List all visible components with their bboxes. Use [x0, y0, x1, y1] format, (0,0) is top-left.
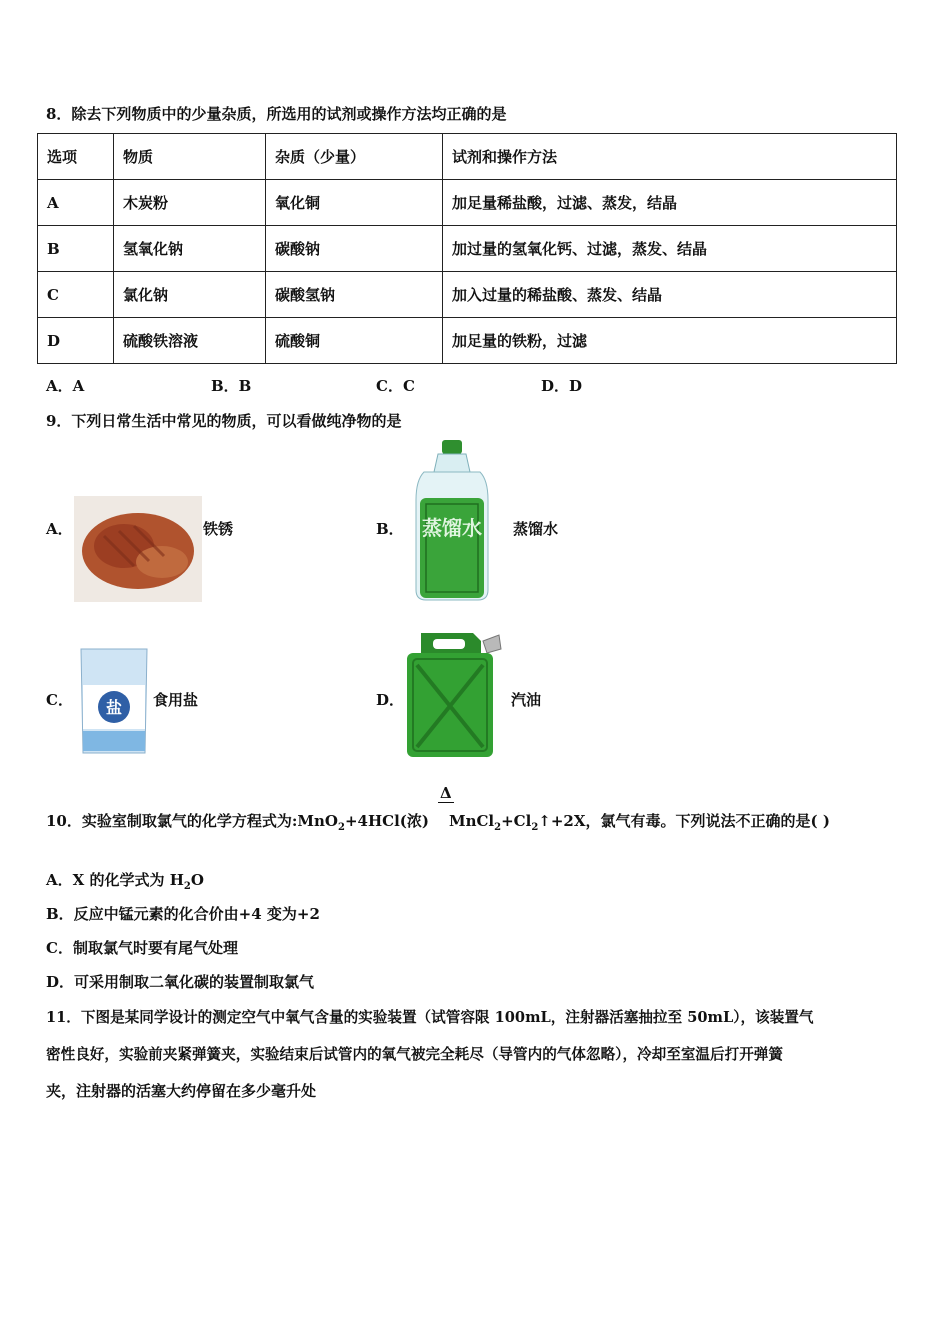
bottle-label: [420, 498, 484, 598]
gas-can-image: [403, 627, 503, 759]
table-cell: 加过量的氢氧化钙、过滤，蒸发、结晶: [443, 226, 897, 272]
table-cell: A: [38, 180, 114, 226]
answer-option-c[interactable]: C．C: [376, 377, 415, 395]
table-cell: 氧化铜: [266, 180, 443, 226]
q10-option-a[interactable]: [46, 869, 204, 892]
table-cell: 硫酸铜: [266, 318, 443, 364]
table-cell: D: [38, 318, 114, 364]
salt-bag-label-text: 盐: [105, 698, 123, 717]
table-header-cell: 试剂和操作方法: [443, 134, 897, 180]
q10-title-part: MnCl: [448, 812, 495, 830]
answer-option-d[interactable]: D．D: [541, 377, 583, 395]
q10-option-text: A．X 的化学式为 H: [46, 871, 184, 889]
gas-can-spout: [483, 635, 501, 653]
subscript: 2: [183, 881, 191, 892]
bottle-label-text: 蒸馏水: [422, 516, 482, 540]
table-cell: B: [38, 226, 114, 272]
bottle-neck: [434, 454, 470, 472]
q10-option-d[interactable]: D．可采用制取二氧化碳的装置制取氯气: [46, 973, 315, 991]
q9-title: 9．下列日常生活中常见的物质，可以看做纯净物的是: [46, 412, 402, 430]
heat-symbol: Δ: [440, 784, 452, 802]
subscript: 2: [338, 822, 345, 833]
table-cell: 木炭粉: [114, 180, 266, 226]
q8-title: 8．除去下列物质中的少量杂质，所选用的试剂或操作方法均正确的是: [46, 105, 507, 123]
salt-bag-image: [77, 645, 151, 757]
table-header-cell: 选项: [38, 134, 114, 180]
table-cell: 碳酸钠: [266, 226, 443, 272]
q9-option-a-text: 铁锈: [203, 520, 234, 538]
table-row: [38, 272, 897, 318]
subscript: 2: [531, 822, 539, 833]
q11-line-1: 11．下图是某同学设计的测定空气中氧气含量的实验装置（试管容限 100mL，注射器活塞抽拉至 50mL），该装置气: [46, 1009, 814, 1026]
gas-can-handle-hole: [433, 639, 465, 649]
table-cell: 加足量的铁粉，过滤: [443, 318, 897, 364]
q10-title-part: ↑+2X，氯气有毒。下列说法不正确的是( ): [538, 812, 830, 830]
table-cell: 氯化钠: [114, 272, 266, 318]
table-header-row: [38, 134, 897, 180]
q10-title-part: +4HCl(浓): [344, 812, 429, 830]
water-bottle-image: [412, 440, 492, 602]
q10-option-c[interactable]: C．制取氯气时要有尾气处理: [46, 939, 238, 957]
table-header-cell: 杂质（少量）: [266, 134, 443, 180]
answer-option-a[interactable]: A．A: [46, 377, 85, 395]
answer-option-b[interactable]: B．B: [211, 377, 252, 395]
q10-option-b[interactable]: B．反应中锰元素的化合价由+4 变为+2: [46, 905, 320, 923]
q9-option-c-label[interactable]: C．: [46, 691, 73, 709]
q9-option-b-text: 蒸馏水: [513, 520, 559, 538]
q9-option-b-label[interactable]: B．: [376, 520, 404, 538]
rust-pile-light: [136, 546, 188, 578]
q10-title: [46, 810, 830, 833]
q9-option-a-label[interactable]: A．: [46, 520, 73, 538]
table-cell: 碳酸氢钠: [266, 272, 443, 318]
q9-option-d-label[interactable]: D．: [376, 691, 405, 709]
q11-line-3: 夹，注射器的活塞大约停留在多少毫升处: [46, 1082, 317, 1100]
q8-table: [37, 133, 897, 364]
subscript: 2: [494, 822, 502, 833]
q10-title-part: 10．实验室制取氯气的化学方程式为:MnO: [46, 812, 338, 830]
q10-option-text: O: [190, 871, 204, 889]
table-cell: C: [38, 272, 114, 318]
table-cell: 硫酸铁溶液: [114, 318, 266, 364]
salt-bag-bottom-band: [83, 731, 145, 751]
table-row: [38, 226, 897, 272]
table-cell: 加足量稀盐酸，过滤、蒸发，结晶: [443, 180, 897, 226]
q9-option-c-text: 食用盐: [153, 691, 199, 709]
bottle-cap: [442, 440, 462, 454]
table-row: [38, 180, 897, 226]
table-cell: 氢氧化钠: [114, 226, 266, 272]
table-header-cell: 物质: [114, 134, 266, 180]
table-cell: 加入过量的稀盐酸、蒸发、结晶: [443, 272, 897, 318]
rust-image: [74, 496, 202, 602]
q11-line-2: 密性良好，实验前夹紧弹簧夹，实验结束后试管内的氧气被完全耗尽（导管内的气体忽略），冷却至室温后打开弹簧: [46, 1046, 783, 1063]
table-row: [38, 318, 897, 364]
q10-title-part: +Cl: [501, 812, 532, 830]
q9-option-d-text: 汽油: [511, 691, 542, 709]
reaction-arrow-line: [438, 802, 454, 803]
